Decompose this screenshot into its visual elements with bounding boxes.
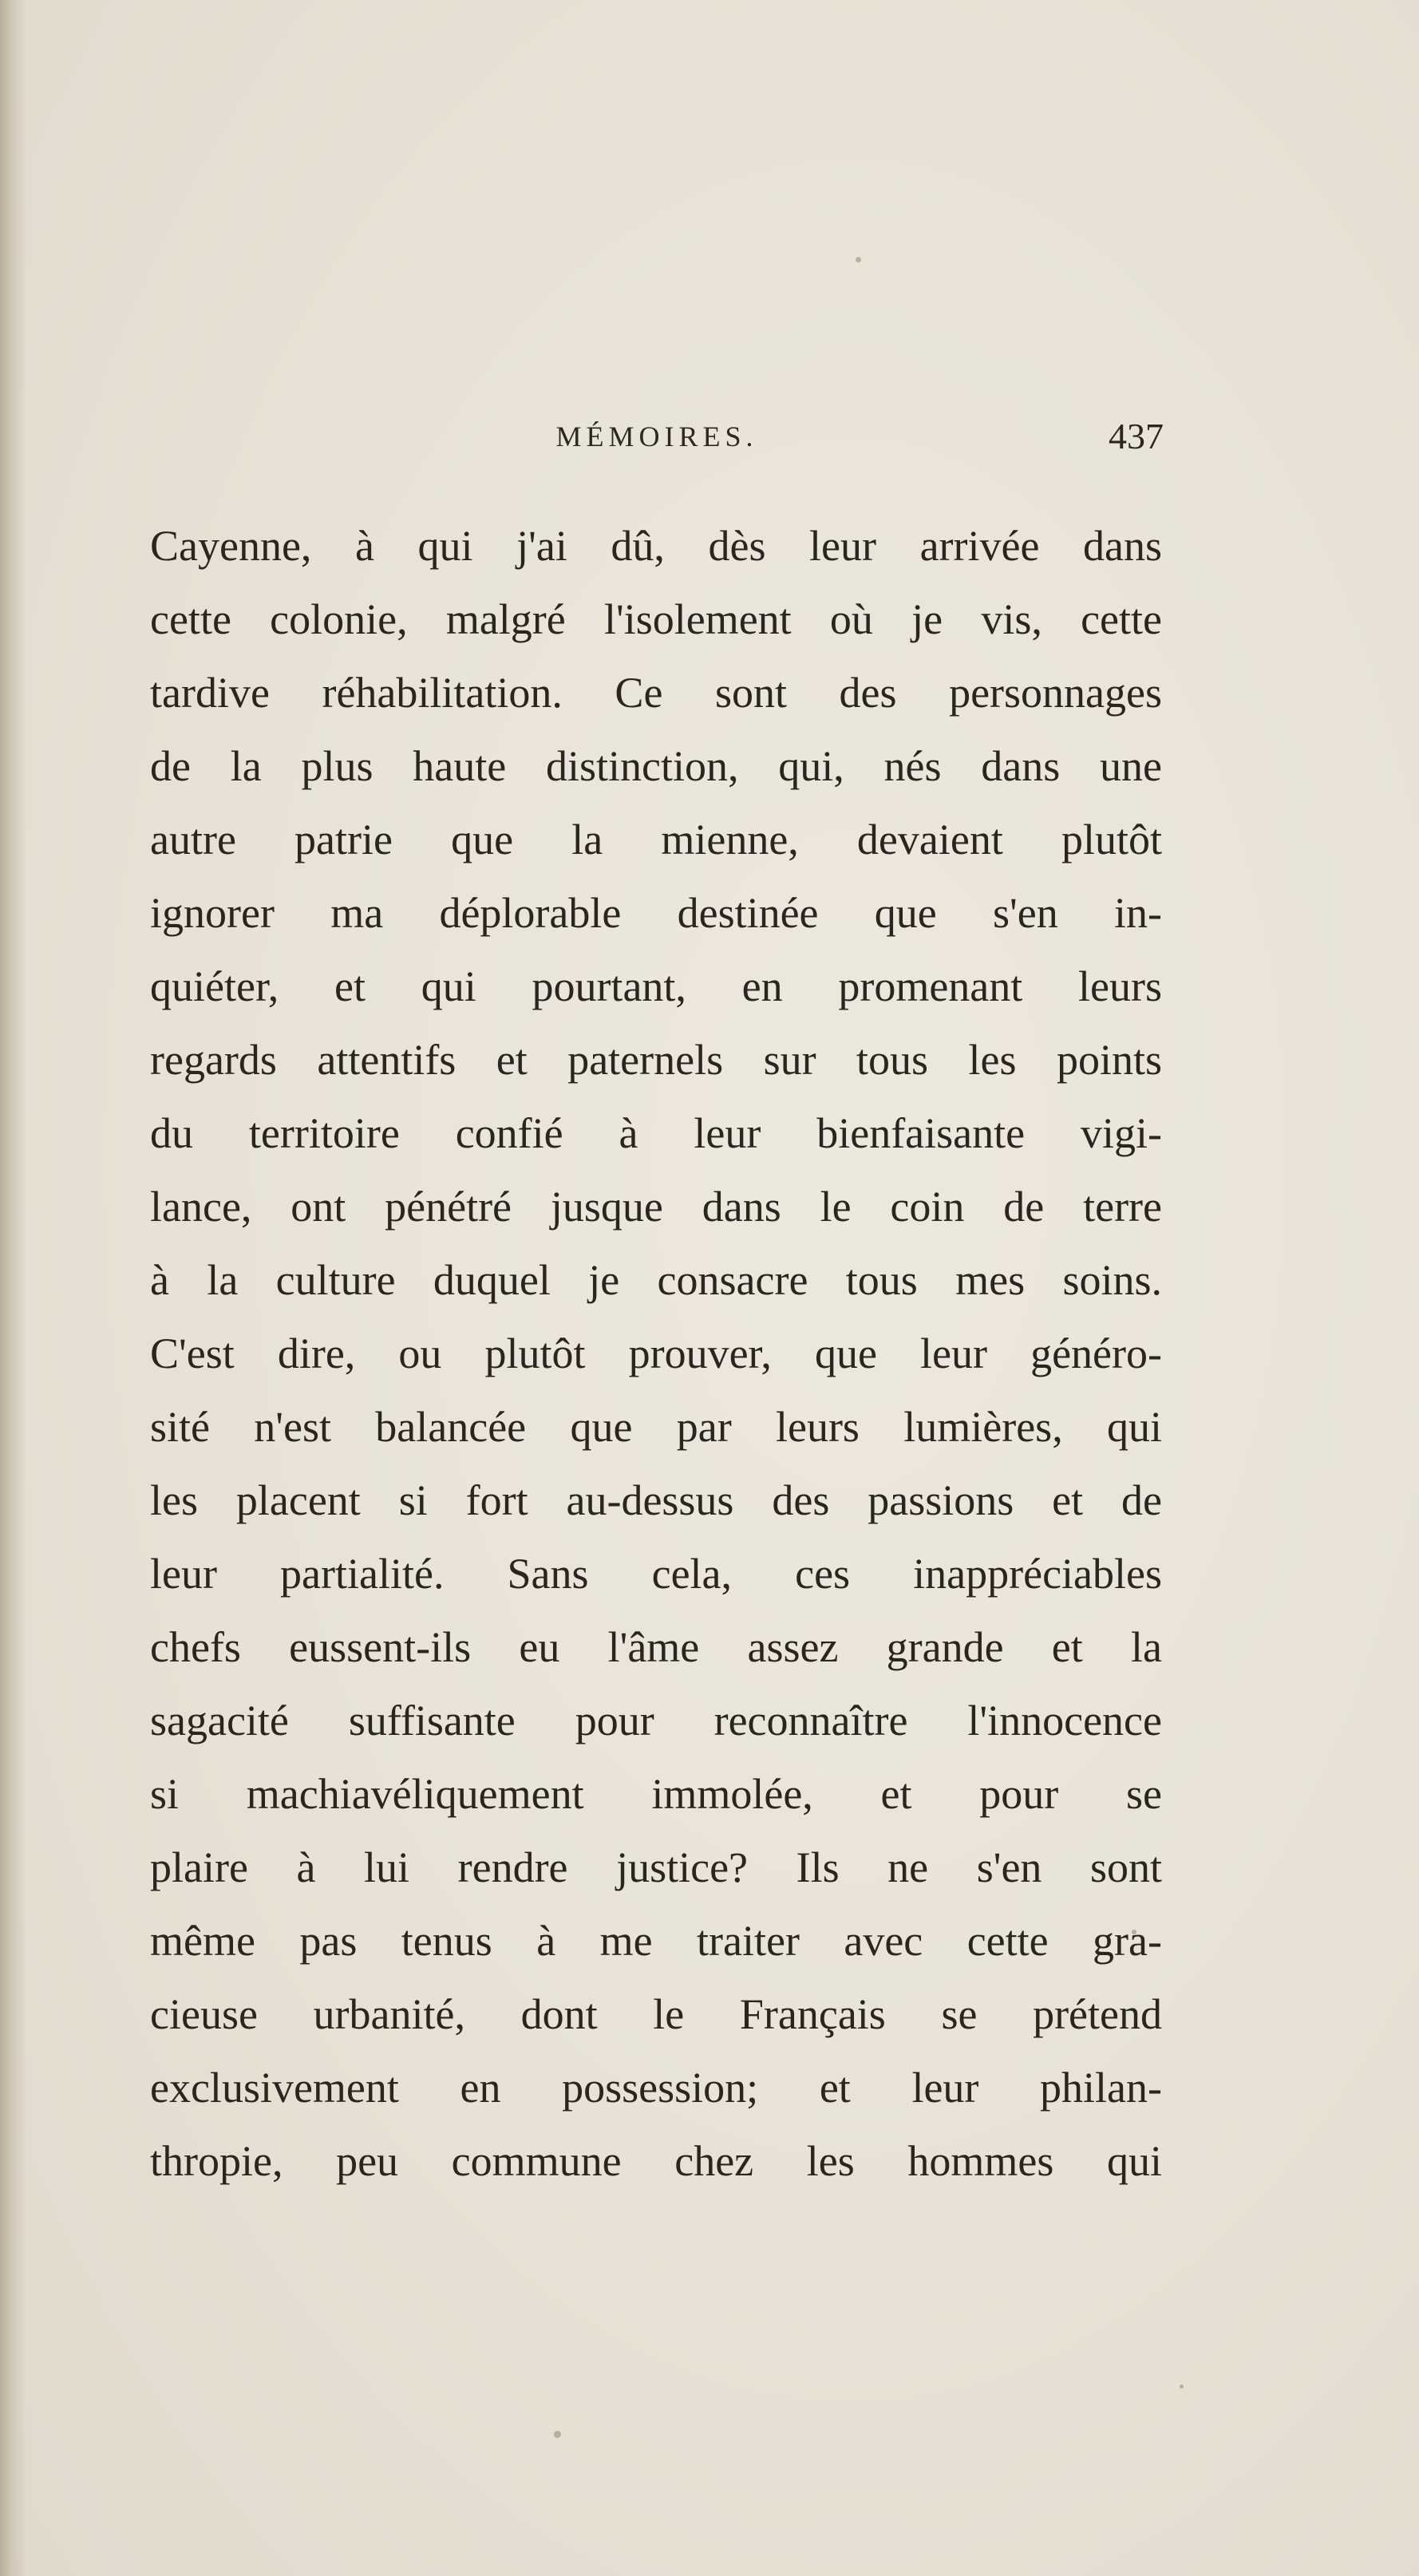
text-line: thropie, peu commune chez les hommes qui [150,2137,1162,2185]
body-text [150,509,1162,2198]
text-line: exclusivement en possession; et leur philan- [150,2064,1162,2112]
text-line: chefs eussent-ils eu l'âme assez grande et la [150,1623,1162,1671]
text-line: cieuse urbanité, dont le Français se prétend [150,1990,1162,2038]
text-line: C'est dire, ou plutôt prouver, que leur généro- [150,1329,1162,1377]
text-line: quiéter, et qui pourtant, en promenant leurs [150,962,1162,1010]
text-line: sagacité suffisante pour reconnaître l'innocence [150,1697,1162,1744]
paper-speck [554,2431,561,2438]
text-line: leur partialité. Sans cela, ces inappréciables [150,1550,1162,1598]
running-title: MÉMOIRES. [555,421,758,452]
text-line: les placent si fort au-dessus des passions et de [150,1476,1162,1524]
paper-speck [1180,2384,1184,2388]
text-line: tardive réhabilitation. Ce sont des personnages [150,669,1162,717]
text-line: de la plus haute distinction, qui, nés dans une [150,742,1162,790]
text-line: Cayenne, à qui j'ai dû, dès leur arrivée dans [150,522,1162,570]
page-gutter-shadow [0,0,27,2576]
text-line: à la culture duquel je consacre tous mes soins. [150,1256,1162,1304]
page-number: 437 [1109,416,1164,456]
text-line: sité n'est balancée que par leurs lumières, qui [150,1403,1162,1451]
text-line: cette colonie, malgré l'isolement où je vis, cette [150,595,1162,643]
text-line: du territoire confié à leur bienfaisante vigi- [150,1109,1162,1157]
text-line: plaire à lui rendre justice? Ils ne s'en sont [150,1843,1162,1891]
paper-speck [856,257,861,263]
text-line: même pas tenus à me traiter avec cette gra- [150,1917,1162,1965]
text-line: lance, ont pénétré jusque dans le coin de terre [150,1183,1162,1231]
text-line: si machiavéliquement immolée, et pour se [150,1770,1162,1818]
text-line: autre patrie que la mienne, devaient plutôt [150,816,1162,863]
running-header [150,415,1164,463]
text-line: ignorer ma déplorable destinée que s'en in- [150,889,1162,937]
text-line: regards attentifs et paternels sur tous les points [150,1036,1162,1084]
